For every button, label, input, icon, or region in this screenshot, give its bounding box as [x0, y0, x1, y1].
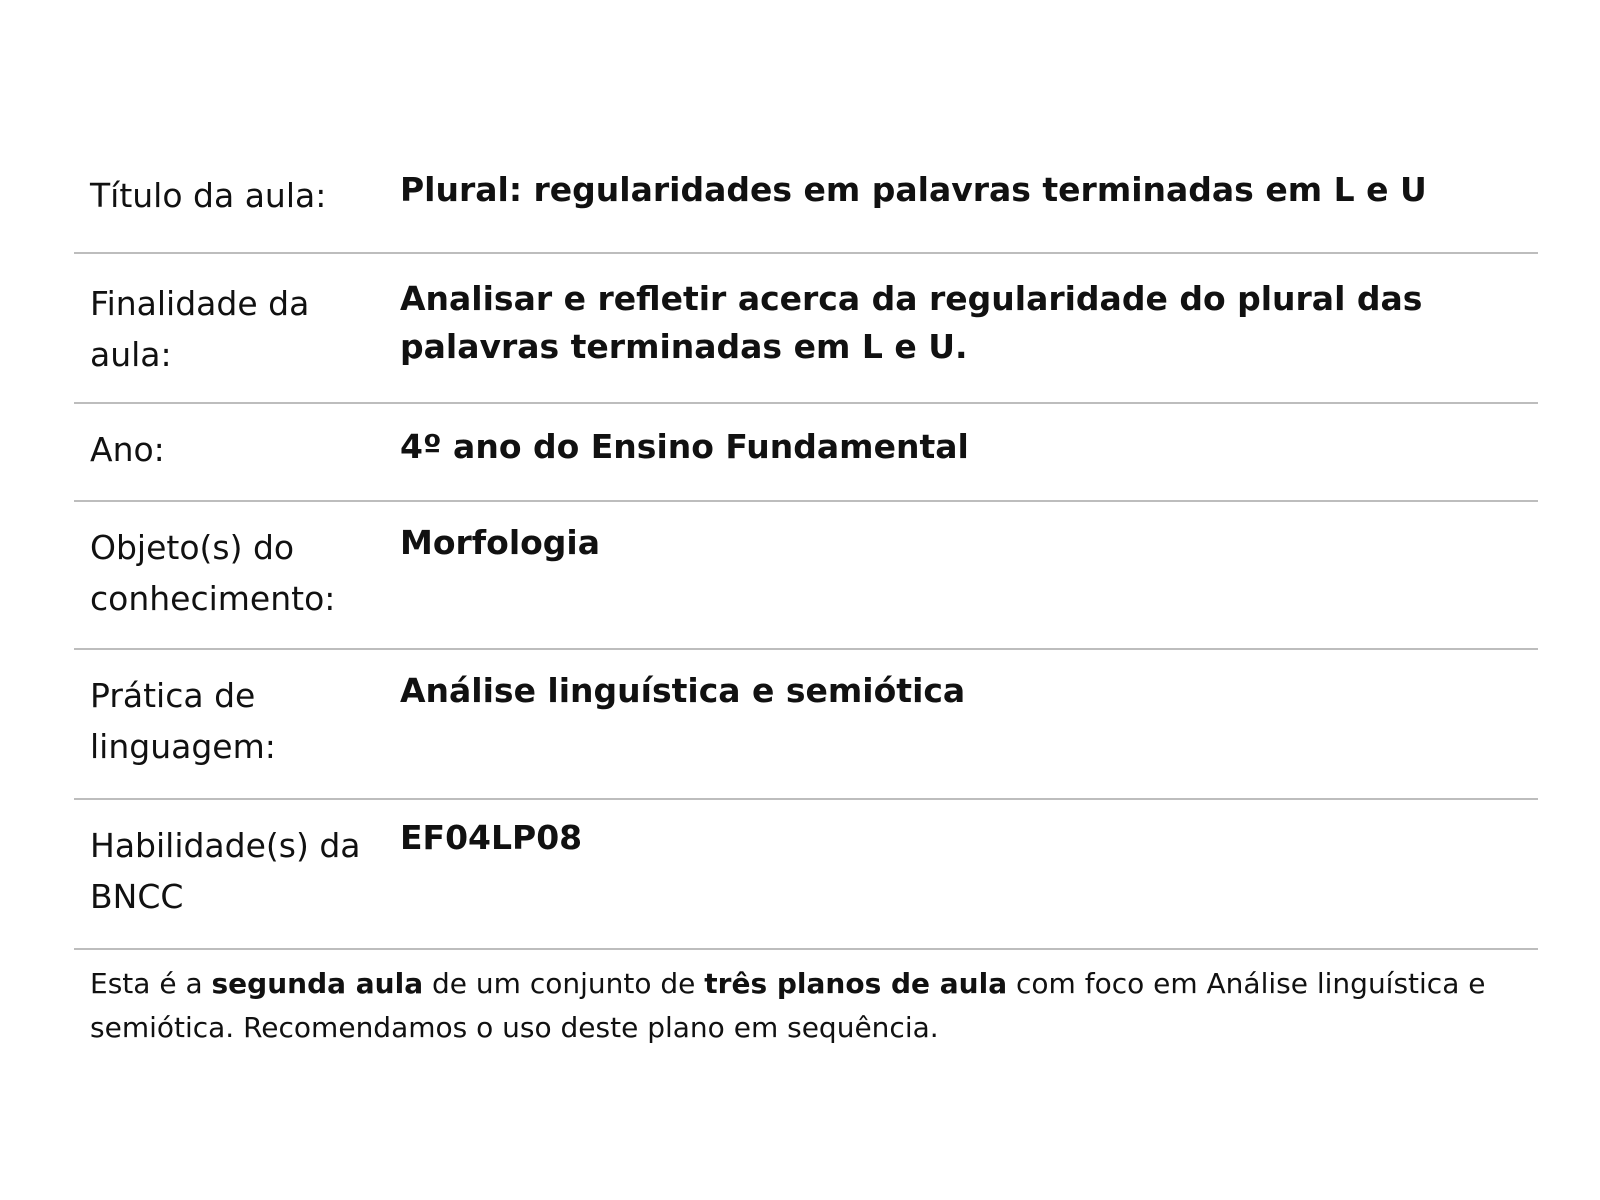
row-label: Objeto(s) do conhecimento: — [90, 528, 336, 618]
note-text: de um conjunto de — [423, 967, 705, 1000]
row-knowledge-object — [74, 502, 1538, 650]
note-emphasis: segunda aula — [211, 967, 424, 1000]
row-value: Plural: regularidades em palavras terminadas em L e U — [400, 170, 1427, 209]
row-value: Analisar e refletir acerca da regularidade do plural das palavras terminadas em L e U. — [400, 279, 1423, 366]
row-school-year — [74, 404, 1538, 502]
row-language-practice — [74, 650, 1538, 800]
row-lesson-title — [74, 140, 1538, 254]
row-lesson-purpose — [74, 254, 1538, 404]
row-bncc-skill — [74, 800, 1538, 950]
sequence-note — [74, 950, 1538, 1050]
row-value: Morfologia — [400, 523, 600, 562]
row-label: Ano: — [90, 430, 165, 469]
note-text: Esta é a — [90, 967, 212, 1000]
note-text: com foco em Análise linguística e semiótica. Recomendamos o uso deste plano em sequência. — [90, 967, 1486, 1044]
note-emphasis: três planos de aula — [704, 967, 1008, 1000]
lesson-plan-table — [74, 140, 1538, 1050]
row-value: EF04LP08 — [400, 818, 583, 857]
row-label: Prática de linguagem: — [90, 676, 276, 766]
row-label: Título da aula: — [90, 176, 327, 215]
row-label: Finalidade da aula: — [90, 284, 310, 374]
row-value: Análise linguística e semiótica — [400, 671, 966, 710]
row-label: Habilidade(s) da BNCC — [90, 826, 361, 916]
row-value: 4º ano do Ensino Fundamental — [400, 427, 969, 466]
